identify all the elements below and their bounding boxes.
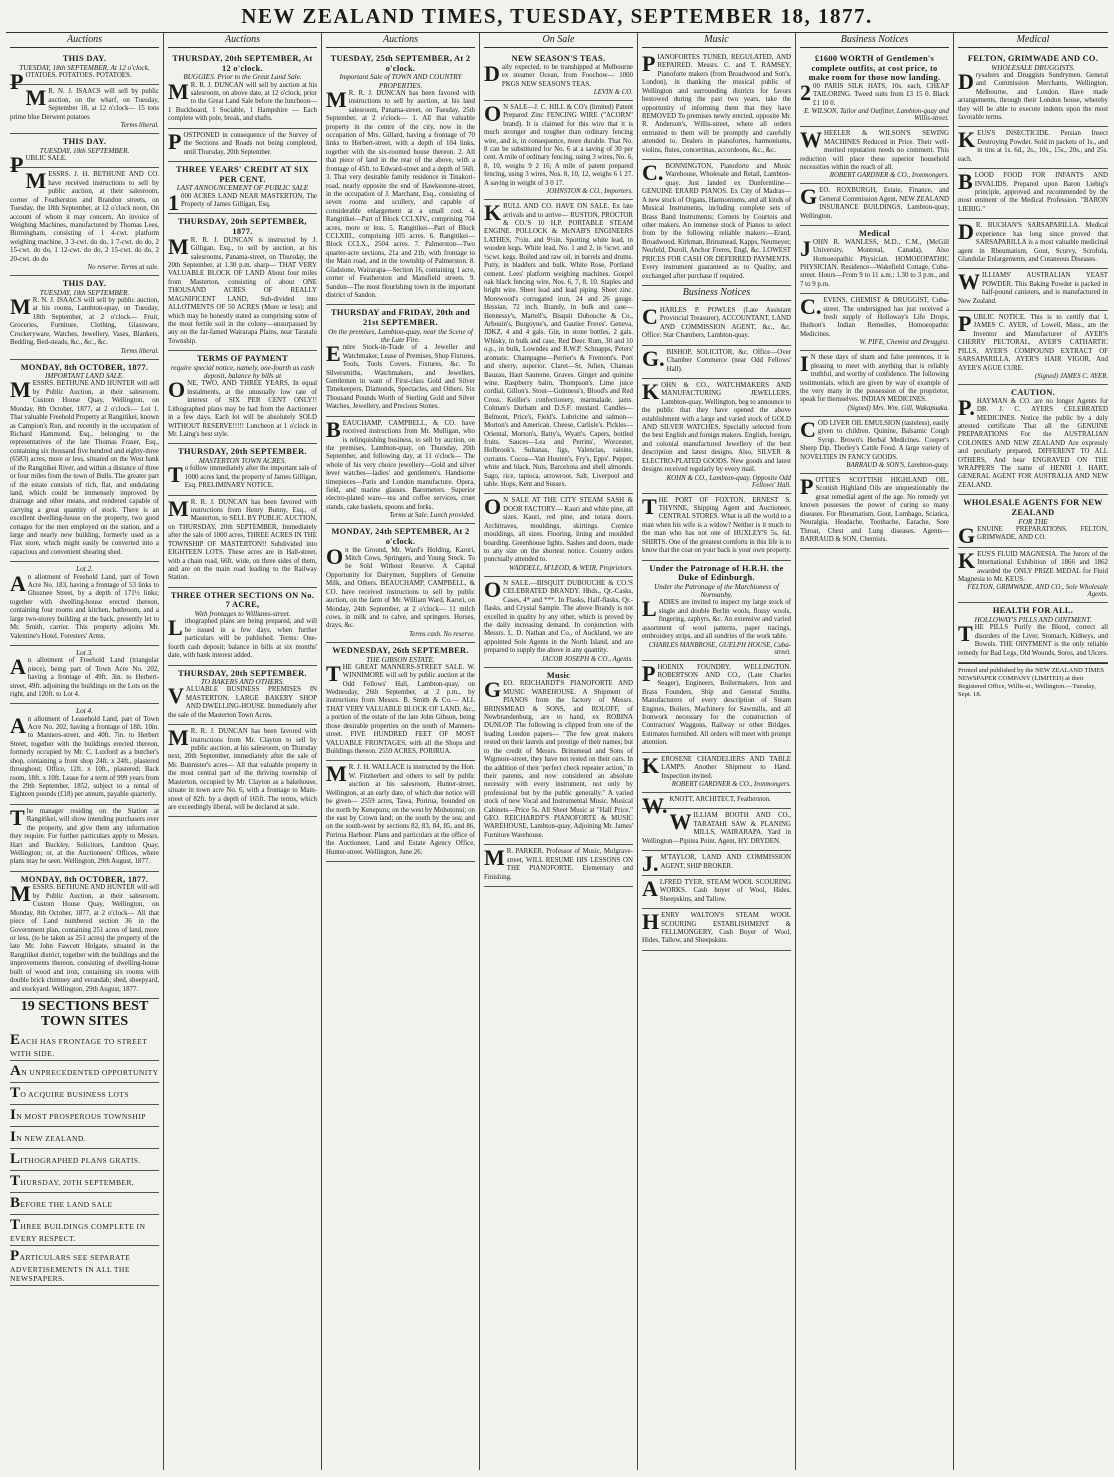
- advertisement: [484, 845, 633, 887]
- advertisement: [642, 51, 791, 160]
- ad-subtitle: BUGGIES. Prior to the Great Land Sale.: [183, 73, 302, 82]
- ad-body: MESSRS. BETHUNE AND HUNTER will sell by Public Auction, at their salesroom, Custom House Quay, Wellington, on Monday, 8th October, 1877, at 2 o'clock— Lot 1. That valuable Freehold Property at Rangitikei, known as Campion's Run, and recently in the occupation of Richard Hammond, Esq., belonging to the representatives of the late Thomas Fraser, Esq., containing six thousand five hundred and eighty-three (6583) acres, more or less, situated on the West bank of the Rangitikei River, and within a distance of three or four miles from the town of Bulls. The greater part of the estate consists of rich, flat, and undulating land, which could be immensely improved by drainage and other means, and rendered capable of carrying a great quantity of stock. There is an excellent dwelling-house on the property, two good cottages for the men employed on the station, and a large and nearly new building, formerly used as a Flax store, which might easily be converted into a capacious and convenient shearing shed.: [10, 377, 159, 556]
- advertisement: [642, 379, 791, 494]
- ad-title: THURSDAY, 20th SEPTEMBER.: [178, 668, 307, 678]
- column-4: [480, 33, 638, 1470]
- ad-body: JOHN R. WANLESS, M.D., C.M., (McGill University, Montreal, Canada), Also Homoeopathic Physician. HOMOEOPATHIC PHYSICIAN. Residence—Wakefield Cottage, Cuba-street. Hours—From 9 to 11 a.m.; 1.30 to 3 p.m., and 7 to 9 p.m.: [800, 235, 949, 288]
- ad-title: CAUTION.: [1010, 388, 1056, 398]
- advertisement: [642, 753, 791, 793]
- ad-list: [10, 51, 159, 999]
- ad-title: £1600 WORTH of Gentlemen's complete outfits, at cost price, to make room for those now landing.: [808, 54, 941, 83]
- ad-body: MR. R. J. DUNCAN is instructed by J. Gilligan, Esq., to sell by auction, at his salesrooms, Panama-street, on Thursday, the 20th September, at 1.30 p.m. sharp— THAT VERY VALUABLE BLOCK OF LAND About four miles from Masterton, consisting of about ONE THOUSAND ACRES OF REALLY MAGNIFICENT LAND, Sub-divided into ALLOTMENTS OF 50 ACRES (More or less); and which may be honestly stated as comprising some of the most fertile soil in the colony—unsurpassed by any on the far-famed Wairarapa Plains, near Taratahi Township.: [168, 233, 317, 345]
- ad-body: PUBLIC NOTICE. This is to certify that I, JAMES C. AYER, of Lowell, Mass., am the Inventor and Manufacturer of AYER'S CHERRY PECTORAL, AYER'S CATHARTIC PILLS, AYER'S COMPOUND EXTRACT OF SARSAPARILLA, AYER'S HAIR VIGOR, And AYER'S AGUE CURE.: [958, 311, 1108, 372]
- advertisement: [800, 351, 949, 417]
- ad-signature: JOHNSTON & CO., Importers.: [546, 188, 633, 196]
- ad-list-2: [642, 304, 791, 951]
- advertisement: [642, 851, 791, 876]
- advertisement: [958, 385, 1108, 495]
- ad-signature: BARRAUD & SON'S, Lambton-quay.: [846, 461, 949, 469]
- advertisement: [10, 805, 159, 872]
- advertisement: [168, 214, 317, 351]
- ad-body: COD LIVER OIL EMULSION (tasteless), easily given to children. Quinine, Balsamic Cough Syrup. Brown's Herbal Medicines. Cooper's Sheep Dip. Thorley's Cattle Food. A large variety of NOVELTIES IN FANCY GOODS.: [800, 416, 949, 461]
- ad-body: MR. R. J. DUNCAN will sell by auction at his salesroom, on above date, at 12 o'clock, prior to the Great Land Sale before the luncheon— 1 Buckboard, 1 Sociable, 1 Hampshire — Each complete with pole, break, and shafts.: [168, 78, 317, 123]
- ad-body: PUBLIC SALE.: [10, 151, 67, 177]
- advertisement: [326, 51, 475, 305]
- ad-title: WEDNESDAY, 26th SEPTEMBER.: [332, 645, 469, 655]
- ad-signature: LEVIN & CO.: [593, 88, 633, 96]
- ad-body: Daily expected, to be transhipped at Melbourne ex steamer Ocean, from Foochow— 1000 PKGS NEW SEASON'S TEAS.: [484, 60, 633, 88]
- ad-title: THREE YEARS' CREDIT AT SIX PER CENT.: [176, 164, 309, 184]
- ad-subtitle: THE GIBSON ESTATE.: [366, 655, 435, 664]
- section-heading: Business Notices: [642, 286, 791, 301]
- ad-subtitle: TUESDAY, 18th SEPTEMBER.: [39, 288, 130, 297]
- advertisement: [800, 474, 949, 549]
- ad-title: THURSDAY and FRIDAY, 20th and 21st SEPTEMBER.: [331, 308, 470, 328]
- advertisement: [958, 311, 1108, 385]
- advertisement: [10, 872, 159, 999]
- advertisement: [642, 160, 791, 286]
- column-heading: Medical: [958, 33, 1108, 48]
- advertisement: [642, 792, 791, 818]
- ad-body: 200 PARIS SILK HATS, 10s. each, CHEAP TAILORING. Tweed suits from £3 15 0. Black £1 10 0.: [800, 79, 949, 107]
- columns-container: [6, 33, 1108, 1470]
- advertisement: [168, 725, 317, 817]
- ad-subtitle: Under the Patronage of the Marchioness of Normanby.: [654, 582, 779, 600]
- ad-body: MR. R. J. DUNCAN has been favored with instructions to sell by auction, at his land salesroom, Panama-street, on Tuesday, 25th September, at 2 o'clock— 1. All that valuable property in the centre of the city, now in the occupation of Mrs. Gillard, having a frontage of 70 links to Herbert-street, with a depth of 104 links, together with the six-roomed house thereon. 2. All that piece of land in the rear of the above, with a frontage of 45ft. to Edward-street and a depth of 56ft. 3. That very desirable family residence in Tinakori-road, nearly opposite the end of Hawkestone-street, in the occupation of J. Marchant, Esq., consisting of seven rooms and scullery, and capable of considerable enlargement at a small cost. 4. Rangitikei—Part of Block CCLXIV., comprising 704 acres, more or less. 5. Rangitikei—Part of Block CCLXIII., comprising 105 acres. 6. Rangitikei—Block CCLX., 2504 acres. 7. Palmerston—Two quarter-acre sections, 21a and 21b, with frontage to the Main road, and in the township of Palmerston. 8. Gladstone, Wairarapa—Section 16, containing 1 acre, corner of Featherston and Mansfield streets. 9. Sandon—The most flourishing town in the important district of Sandon.: [326, 86, 475, 299]
- ad-subtitle: Lot 2.: [76, 565, 93, 574]
- ad-title: THIS DAY.: [62, 137, 107, 147]
- ad-title: MONDAY, 8th OCTOBER, 1877.: [20, 874, 149, 884]
- ad-subtitle: With frontages to Williams-street.: [194, 610, 291, 619]
- ad-body: ALFRED TYER, STEAM WOOL SCOURING WORKS. Cash buyer of Wool, Hides, Sheepskins, and Tallow.: [642, 875, 791, 903]
- ad-title: Music: [546, 670, 571, 680]
- ad-body: BEAUCHAMP, CAMPBELL, & CO. have received instructions from Mr. Mulligan, who is relinquishing business, to sell by auction, on the premises, Lambton-quay, on Thursday, 20th September, and following day, at 11 o'clock— The whole of his very choice jewellery—Gold and silver lever watches—ladies' and gentlemen's. Handsome timepieces—Paris and London manufacture. Opera, field, and marine glasses. Barometers. Superior electro-plated ware—tea and coffee services, cruet stands, cake baskets, spoons and forks.: [326, 416, 475, 511]
- caps-list: [10, 1030, 159, 1286]
- ad-body: 1000 ACRES LAND NEAR MASTERTON, The Property of James Gilligan, Esq.: [168, 189, 317, 215]
- ad-subtitle: MASTERTON TOWN ACRES.: [198, 457, 287, 466]
- ad-body: WILLIAMS' AUSTRALIAN YEAST POWDER. This Baking Powder is packed in half-pound canisters, and is manufactured in New Zealand.: [958, 269, 1108, 305]
- ad-signature: W. PIFE, Chemist and Druggist.: [859, 339, 949, 347]
- caps-line: THURSDAY, 20TH SEPTEMBER,: [10, 1171, 159, 1193]
- ad-list: [484, 51, 633, 887]
- ad-title: Medical: [859, 229, 890, 239]
- caps-line: TO ACQUIRE BUSINESS LOTS: [10, 1083, 159, 1105]
- ad-title: Under the Patronage of H.R.H. the Duke of Edinburgh.: [649, 563, 784, 583]
- advertisement: [642, 661, 791, 753]
- ad-list: [642, 51, 791, 286]
- ad-body: MR. N. J. ISAACS will sell by public auction, at his rooms, Lambton-quay, on Tuesday, 18th September, at 2 o'clock— Fruit, Groceries, Furniture, Clothing, Glassware, Crockeryware, Watches, Jewellery, Vases, Blankets, Bedding, Bed-steads, &c., &c., &c.: [10, 293, 159, 347]
- ad-signature: FELTON, GRIMWADE, AND CO., Sole Wholesale Agents.: [967, 584, 1108, 599]
- ad-body: C.BONNINGTON, Pianoforte and Music Warehouse, Wholesale and Retail, Lambton-quay. Just landed ex Dunfermline— GENUINE ERARD PIANOS. Ex City of Madras— A new stock of Organs, Harmoniums, and all kinds of Musical Instruments, including complete sets of Brass Band Instruments; Cornets by Courtois and other makers. An immense stock of Pianos to select from by the following reliable makers:—Erard, Broadwood, Kirkman, Brinsmead, Kapps, Neumeyer, Neufeld, Duroll, Anchor Freres, Engl, &c. LOWEST PRICES FOR CASH OR DEFERRED PAYMENTS. Every instrument guaranteed as to Quality, and exchanged after purchase if required.: [642, 160, 791, 280]
- ad-body: IN these days of sham and false pretences, it is pleasing to meet with anything that is reliably truthful, and worthy of confidence. The following testimonials, which are given by way of example of the very many in the possession of the proprietor, speak for themselves. INDIAN MEDICINES.: [800, 351, 949, 404]
- printer-imprint: Printed and published by the NEW ZEALAND TIMES NEWSPAPER COMPANY (LIMITED) at their Registered Office, Willis-st., Wellington.—Tuesday, Sept. 18.: [958, 663, 1108, 699]
- ad-body: KEUS'S INSECTICIDE. Persian Insect Destroying Powder. Sold in packets of 1s., and in tins at 1s. 6d., 2s., 10s., 15s., 20s., and 25s. each.: [958, 127, 1108, 163]
- advertisement: [168, 588, 317, 666]
- advertisement: [10, 360, 159, 563]
- caps-line: EACH HAS FRONTAGE TO STREET WITH SIDE.: [10, 1030, 159, 1061]
- ad-body: Lithographed plans are being prepared, and will be issued in a few days, when further particulars will be published. Terms: One-fourth cash deposit; balance in bills at six months' date, with bank interest added.: [168, 615, 317, 660]
- caps-line: THREE BUILDINGS COMPLETE IN EVERY RESPECT.: [10, 1215, 159, 1246]
- advertisement: [800, 127, 949, 184]
- advertisement: [642, 304, 791, 346]
- ad-title: FELTON, GRIMWADE AND CO.: [967, 54, 1099, 63]
- ad-signature: Terms cash. No reserve.: [409, 630, 475, 638]
- advertisement: [800, 226, 949, 294]
- ad-subtitle: Lot 3.: [76, 648, 93, 657]
- ad-title: NEW SEASON'S TEAS.: [511, 54, 606, 63]
- ad-subtitle: TUESDAY, 18th SEPTEMBER, At 12 o'clock.: [19, 63, 150, 72]
- ad-signature: No reserve. Terms at sale.: [87, 264, 159, 272]
- advertisement: [10, 704, 159, 805]
- ad-subtitle: TUESDAY, 18th SEPTEMBER.: [39, 146, 130, 155]
- ad-body: WHEELER & WILSON'S SEWING MACHINES Reduced in Price. Their well-merited reputation needs no comment. This reduction will place these superior household necessities within the reach of all.: [800, 127, 949, 171]
- caps-line: AN UNPRECEDENTED OPPORTUNITY: [10, 1061, 159, 1083]
- advertisement: [958, 219, 1108, 269]
- ad-list: [168, 51, 317, 817]
- column-heading: Business Notices: [800, 33, 949, 48]
- ad-subtitle: On the premises, Lambton-quay, near the Scene of the Late Fire.: [328, 327, 473, 345]
- ad-body: KEROSENE CHANDELIERS AND TABLE LAMPS. Another Shipment to Hand. Inspection invited.: [642, 752, 791, 780]
- ad-body: KRULL AND CO. HAVE ON SALE. Ex late arrivals and to arrive— RUSTON, PROCTOR & CO.'S 10 H.P. PORTABLE STEAM ENGINE. POLLOCK & McNAB'S ENGINEERS LATHES, 7½in. and 9½in. Sporting white lead, in wooden kegs. White lead, No. 1 and 2, in ¼cwt. and ½cwt. kegs. Boiled and raw oil, in barrels and drums. Putty, in bladders and bulk. White Rose, Portland cement. Lees' platform weighing machines. Gospel oak black fencing wire, Nos. 6, 7, 8, 10. Staples and bright wire. Sheet lead and lead piping. Sheet zinc. Morewood's corrugated iron, 24 and 26 gauge. Hessian, 72 inch. Brandy, in bulk and case—Hennessy's, Martell's, Bisquit Dubouche & Co., Arbouin's, Burgoyne's, and Gautier Freres'. Geneva, JDKZ, 4 and 4 gals. Gin, in stone bottles, 2 gals. Whisky, in bulk and case, Red Deer. Rum, 30 and 10 o.p., in bulk, Lowndes and R.W.P. Schnapps, Peters' aromatic. Champagne—Perrier's & Fremont's. Port and sherry, superior. Claret—St. Julien, Chateau Bauzau, Haut Sauterne, Graves. Ginger and quinine wine. Raspberry balm, Thompson's. Lime juice cordial, Gillon's. Stout—Guinness's, Blood's and Red Cross. Keiller's confectionery, marmalade, jams. Colman's Durham and D.S.F. mustard. Candles—Belmont, Price's, Field's. Lubricine and salmon—Morton's and American. Cheese, Carlisle's. Pickles—Oriental, Morton's, Batty's, Wyatt's. Capers, bottled fruits. Sauces—Lea and Perrins', Worcester, Holbrook's. Sultanas, figs, Valencias, raisins, currants. Cocoa—Van Houten's, Fry's, Epps'. Pepper, white and black. Nuts, Barcelona and shell almonds. Sago, rice, tapioca, arrowroot. Salt, Liverpool and table. Hops, Kent and Sussex.: [484, 200, 633, 489]
- ad-subtitle: Important Sale of TOWN AND COUNTRY PROPERTIES.: [339, 73, 462, 90]
- ad-title: THIS DAY.: [62, 279, 107, 289]
- ad-body: BLOOD FOOD FOR INFANTS AND INVALIDS. Prepared upon Baron Liebig's principle, approved and recommended by the most eminent of the Medical Profession. "BARON LIEBIG.": [958, 169, 1108, 213]
- ad-title: TERMS OF PAYMENT: [196, 354, 289, 364]
- ad-signature: WADDELL, M'LEOD, & WEIR, Proprietors.: [509, 564, 633, 572]
- ad-body: PIANOFORTES TUNED, REGULATED, AND REPAIRED. Messrs. C. and T. RAMSEY, Pianoforte makers (from Broadwood and Son's, London), in thanking the musical public of Wellington and surrounding districts for favors bestowed during the past two years, take the opportunity of informing them that they have REMOVED To premises newly erected, opposite Mr. R. Anderson's, Willis-street, where all orders entrusted to them will be promptly and carefully attended to. Dealers in pianofortes, harmoniums, violins, flutes, concertinas, accordeons, &c., &c.: [642, 51, 791, 154]
- advertisement: [10, 276, 159, 359]
- ad-body: C.EVENS, CHEMIST & DRUGGIST, Cuba-street. The undersigned has just received a fresh supply of Holloway's Life Drops, Hudson's Indian Remedies, Homoeopathic Medicines.: [800, 294, 949, 338]
- ad-body: ON SALE.—BISQUIT DUBOUCHE & CO.'S CELEBRATED BRANDY. Hhds., Qr.-Casks, Cases, 4* and ***. In Flasks, Half-flasks, Qr.-flasks, and Crystal Sample. The above Brandy is not excelled in quality by any other, which is proved by the daily increasing demand. In conjunction with Messrs. L. D. Nathan and Co., of Auckland, we are appointed Sole Agents in the North Island, and are prepared to supply the above in any quantity.: [484, 576, 633, 655]
- ad-list: [326, 51, 475, 862]
- ad-body: THE PILLS Purify the Blood, correct all disorders of the Liver, Stomach, Kidneys, and Bowels. THE OINTMENT is the only reliable remedy for Bad Legs, Old Wounds, Sores, and Ulcers.: [958, 621, 1108, 657]
- ad-signature: Terms liberal.: [120, 347, 159, 355]
- advertisement: [642, 494, 791, 561]
- ad-body: G.BISHOP, SOLICITOR, &c. Office—Over Chamber Commerce (near Odd Fellows' Hall).: [642, 345, 791, 373]
- advertisement: [10, 134, 159, 177]
- ad-body: DR. BUCHAN'S SARSAPARILLA. Medical experience has long since proved that SARSAPARILLA is a most valuable medicinal agent in Rheumatism, Gout, Scurvy, Scrofula, Glandular Enlargements, and Cutaneous Diseases.: [958, 219, 1108, 263]
- advertisement: [484, 577, 633, 668]
- advertisement: [642, 876, 791, 909]
- advertisement: [958, 548, 1108, 604]
- ad-list: [800, 51, 949, 549]
- column-5: [638, 33, 796, 1470]
- ad-body: VALUABLE BUSINESS PREMISES IN MASTERTON. LARGE BAKERY SHOP AND DWELLING-HOUSE. Immediately after the sale of the Masterton Town Acres.: [168, 683, 317, 719]
- advertisement: [958, 495, 1108, 547]
- advertisement: [484, 101, 633, 200]
- ad-body: ONE, TWO, AND THREE YEARS, In equal instalments, at the unusually low rate of interest of SIX PER CENT ONLY!! Lithographed plans may be had from the Auctioneer in a few days. Each lot will be absolutely SOLD WITHOUT RESERVE!!!!! Luncheon at 1 o'clock in Mr. Laing's best style.: [168, 377, 317, 438]
- ad-signature: (Signed) Mrs. Wm. Gill, Wakapuaka.: [847, 404, 949, 412]
- advertisement: [168, 162, 317, 214]
- advertisement: [10, 646, 159, 704]
- ad-signature: KOHN & CO., Lambton-quay, Opposite Odd Fellows' Hall.: [666, 474, 791, 489]
- advertisement: [800, 51, 949, 127]
- sections-headline: 19 SECTIONS BEST TOWN SITES: [20, 998, 149, 1030]
- advertisement: [326, 524, 475, 643]
- ad-signature: Terms liberal.: [120, 122, 159, 130]
- ad-subtitle: LAST ANNOUNCEMENT OF PUBLIC SALE: [176, 184, 309, 193]
- ad-body: CHARLES P. POWLES (Late Assistant Provincial Treasurer), ACCOUNTANT, LAND AND COMMISSION AGENT, &c., &c. Office: Star Chambers, Lambton-quay.: [642, 303, 791, 340]
- advertisement: [326, 417, 475, 525]
- ad-body: An allotment of Freehold Land, part of Town Acre No. 183, having a frontage of 53 links to Ghuznee Street, by a depth of 171½ links; together with dwelling-house erected thereon, containing four rooms and kitchen, bathroom, and a large two-storey building at the back, presently let to Mr. Smith, carrier. This property adjoins Mr. Valentine's Hotel, Foresters' Arms.: [10, 570, 159, 640]
- caps-line: LITHOGRAPHED PLANS GRATIS.: [10, 1149, 159, 1171]
- column-heading: Auctions: [326, 33, 475, 48]
- ad-body: MR. N. J. ISAACS will sell by public auction, on the wharf, on Tuesday, September 18, at 12 o'clock— 15 tons prime blue Derwent potatoes: [10, 85, 159, 121]
- ad-body: MR. J. H. WALLACE is instructed by the Hon. W. Fitzherbert and others to sell by public auction at his salesroom, Hunter-street, Wellington, at an early date, of which due notice will be given— 2559 acres, Tawa, Porirua, bounded on the north by Kenepuru; on the west by Mohotonui; on the east by Crown land; on the south by the sea; and on the south-west by sections 82, 83, 84, 85, and 86, Porirua Harbour. Plans and particulars at the office of the Auctioneer, Land and Estate Agency Office, Hunter-street. Wellington, June 26.: [326, 761, 475, 856]
- ad-title: THURSDAY, 20th SEPTEMBER.: [178, 447, 307, 457]
- ad-body: On the Ground, Mr. Ward's Holding, Karori, Mitch Cows, Springers, and Young Stock. To be Sold Without Reserve. A Capital Opportunity for Dairymen, Suppliers of Genuine Milk, and Others. BEAUCHAMP, CAMPBELL, & CO. have received instructions to sell by public auction, on the farm of Mr. William Ward, Karori, on Monday, 24th September, at 2 o'clock— 11 milch cows, in milk and to calve, and springers. Horses, drays, &c.: [326, 543, 475, 630]
- column-heading: On Sale: [484, 33, 633, 48]
- advertisement: [800, 294, 949, 351]
- newspaper-title: NEW ZEALAND TIMES, TUESDAY, SEPTEMBER 18, 1877.: [241, 3, 873, 28]
- ad-title: THURSDAY, 20th SEPTEMBER, 1877.: [178, 217, 307, 237]
- ad-subtitle: Lot 4.: [76, 707, 93, 716]
- column-heading: Auctions: [10, 33, 159, 48]
- ad-body: The manager residing on the Station at Rangitikei, will show intending purchasers over the property, and give them any information they require. For further particulars apply to Messrs. Hart and Buckley, Solicitors, Lambton Quay, Wellington; or, at the Auctioneers' Offices, where plans may be seen. Wellington, 29th August, 1877.: [10, 804, 159, 866]
- advertisement: [484, 51, 633, 101]
- advertisement: [484, 668, 633, 846]
- advertisement: [800, 417, 949, 474]
- masthead: [6, 0, 1108, 33]
- column-heading: Auctions: [168, 33, 317, 48]
- advertisement: [10, 168, 159, 276]
- column-1: [6, 33, 164, 1470]
- ad-signature: ROBERT GARDNER & CO., Ironmongers.: [829, 172, 949, 180]
- advertisement: [958, 51, 1108, 127]
- advertisement: [958, 169, 1108, 219]
- advertisement: [10, 562, 159, 646]
- ad-body: An allotment of Leasehold Land, part of Town Acre No. 202, having a frontage of 18ft. 10in. to Manners-street, and 40ft. 7in. to Herbert Street, together with the buildings erected thereon, formerly occupied by Mr. C. Luxford as a butcher's shop, containing a front shop 24ft. x 24ft., plastered throughout; Office, 12ft. x 10ft., plastered; Back room, 18ft. x 10ft. Lease for a term of 999 years from the 29th September, 1852, subject to a rental of Eighteen pounds (£18) per annum, payable quarterly.: [10, 712, 159, 799]
- caps-line: BEFORE THE LAND SALE: [10, 1193, 159, 1215]
- ad-subtitle: WHOLESALE DRUGGISTS.: [991, 63, 1075, 72]
- column-2: [164, 33, 322, 1470]
- ad-body: P.HAYMAN & CO. are no longer Agents for DR. J. C. AYERS CELEBRATED MEDICINES. Notice the public by a duly attested certificate That all the GENUINE PREPARATIONS For the AUSTRALIAN COLONIES AND NEW ZEALAND Are expressly and peculiarly prepared, DIFFERENT TO ALL OTHERS, And bear ENGRAVED ON THE WRAPPERS The name of HENRI J. HART, GENERAL AGENT FOR AUSTRALIA AND NEW ZEALAND.: [958, 394, 1108, 489]
- ad-title: HEALTH FOR ALL.: [992, 606, 1074, 616]
- advertisement: [10, 51, 159, 94]
- column-7: [954, 33, 1108, 1470]
- advertisement: [326, 761, 475, 862]
- ad-body: WILLIAM BOOTH AND CO., TARATAHI SAW & PLANING MILLS, WAIRARAPA. Yard in Wellington—Pipitea Point. Agent, HY. DRYDEN.: [642, 809, 791, 845]
- advertisement: [168, 51, 317, 129]
- ad-body: MESSRS. BETHUNE AND HUNTER will sell by Public Auction, at their salesroom, Custom House Quay, Wellington, on Monday, 8th October, 1877, at 2 o'clock— All that piece of Land numbered section 36 in the Government plan, containing 251 acres of land, more or less, (to be taken as 251 acres) the property of the late Mr. John Fawcett Holgate, situated in the Rangitikei district, together with the buildings and the improvements thereon, consisting of dwelling-house built of wood and iron, containing six rooms with double brick chimney and verandah; shed, sheepyard, and stockyard. Wellington, 29th August, 1877.: [10, 881, 159, 993]
- ad-title: MONDAY, 24th SEPTEMBER, At 2 o'clock.: [331, 527, 470, 546]
- ad-body: An allotment of Freehold Land (triangular piece), being part of Town Acre No. 202, having a frontage of 49ft. 3in. to Herbert-street, 49ft. adjoining the buildings on the Lots on the right, and 120ft. to Lot 4.: [10, 654, 159, 698]
- advertisement: [642, 561, 791, 661]
- ad-title: THREE OTHER SECTIONS ON No. 7 ACRE,: [170, 590, 315, 610]
- advertisement: [168, 496, 317, 588]
- ad-body: POTTIE'S SCOTTISH HIGHLAND OIL. Scottish Highland Oils are unquestionably the great remedial agent of the age. No remedy yet known possesses the power of curing so many diseases. For Rheumatism, Gout, Lumbago, Sciatica, Neuralgia, Headache, Toothache, Earache, Sore Throat, Chest and Lung diseases. Agents—BARRAUD & SON, Chemists.: [800, 473, 949, 543]
- advertisement: [958, 127, 1108, 169]
- ad-body: Entire Stock-in-Trade of a Jeweller and Watchmaker, Lease of Premises, Shop Fixtures, Tools, Tools Covers, Fixtures, &c. To Silversmiths, Watchmakers, and Jewellers, Gentlemen in want of First-class Gold and Silver Timekeepers, Diamonds, Spectacles, and Others. Six Thousand Pounds Worth of Sterling Gold and Silver Watches, Jewellery, and Precious Stones.: [326, 341, 475, 411]
- ad-title: WHOLESALE AGENTS FOR NEW ZEALAND: [963, 498, 1103, 517]
- ad-body: GENUINE PREPARATIONS. FELTON, GRIMWADE, AND CO.: [958, 522, 1108, 548]
- ad-body: To follow immediately after the important sale of 1000 acres land, the property of James Gilligan, Esq. PRELIMINARY NOTICE.: [168, 462, 317, 490]
- ad-title: THIS DAY.: [62, 54, 107, 63]
- ad-body: J.M'TAYLOR, LAND AND COMMISSION AGENT, SHIP BROKER.: [642, 851, 791, 877]
- ad-body: Drysalters and Druggists Sundrymen. General and Commission Merchants, Wellington, Melbourne, and London. Have made arrangements, through their London house, whereby they will be able to execute indents upon the most favorable terms.: [958, 68, 1108, 122]
- advertisement: [168, 129, 317, 162]
- advertisement: [484, 494, 633, 576]
- advertisement: [168, 444, 317, 495]
- column-heading: Music: [642, 33, 791, 48]
- advertisement: [642, 346, 791, 379]
- ad-body: LADIES are invited to inspect my large stock of single and double Berlin wools, flossy wools, fingering, zaphyrs, &c. An extensive and varied assortment of wool patterns, paper tracings, embroidery strips, and all sundries of the work table.: [642, 596, 791, 641]
- advertisement: [484, 200, 633, 494]
- ad-subtitle: FOR THE: [1018, 517, 1048, 526]
- ad-signature: E. WILSON, Tailor and Outfitter, Lambton-quay and Willis-street.: [803, 108, 949, 123]
- ad-signature: ROBERT GARDNER & CO., Ironmongers.: [671, 780, 791, 788]
- ad-body: KOHN & CO., WATCHMAKERS AND MANUFACTURING JEWELLERS, Lambton-quay, Wellington, beg to announce to the public that they have opened the above establishment with a large and varied stock of GOLD AND SILVER WATCHES, Specially selected from the best English and foreign makers. English, foreign, and colonial manufactured Jewellery of the best description and latest designs. Also, SILVER & ELECTRO-PLATED GOODS. New goods and latest designs received regularly by every mail.: [642, 378, 791, 474]
- ad-body: W.KNOTT, ARCHITECT, Featherston.: [642, 792, 771, 818]
- caps-line: PARTICULARS SEE SEPARATE ADVERTISEMENTS IN ALL THE NEWSPAPERS.: [10, 1246, 159, 1286]
- advertisement: [10, 85, 159, 134]
- advertisement: [958, 269, 1108, 311]
- ad-signature: Terms at Sale. Lunch provided.: [389, 512, 475, 520]
- advertisement: [326, 643, 475, 762]
- ad-signature: (Signed) JAMES C. AYER.: [1034, 373, 1108, 381]
- advertisement: [168, 351, 317, 444]
- advertisement: [958, 603, 1108, 663]
- ad-body: MESSRS. J. H. BETHUNE AND CO. have received instructions to sell by public auction, at their salesroom, corner of Featherston and Brandon streets, on Tuesday, the 18th September, at 12 o'clock noon, On account of whom it may concern, An invoice of Weighing Machines, manufactured by Thomas Lees, Birmingham, consisting of 1 4-cwt. platform weighing machine, 3 3-cwt. do do, 1 7-cwt. do do, 2 15-cwt. do do, 1 12-cwt. do do, 2 15-cwt. do do, 2 20-cwt. do do: [10, 168, 159, 263]
- ad-subtitle: HOLLOWAY'S PILLS AND OINTMENT.: [974, 616, 1092, 625]
- caps-line: IN MOST PROSPEROUS TOWNSHIP: [10, 1105, 159, 1127]
- ad-body: MR. R. J. DUNCAN has been favored with instructions from Henry Bunny, Esq., of Masterton, to SELL BY PUBLIC AUCTION, on THURSDAY, 20th SEPTEMBER, Immediately after the sale of 1000 acres, THREE ACRES IN THE TOWNSHIP OF MASTERTON!! Subdivided into EIGHTEEN LOTS. These acres are in Hall-street, with a chain road, 66ft. wide, on three sides of them, and are on the main road leading to the Railway Station.: [168, 495, 317, 582]
- ad-body: HENRY WALTON'S STEAM WOOL SCOURING ESTABLISHMENT & FELLMONGERY, Cash Buyer of Wool, Hides, Tallow, and Sheepskins.: [642, 909, 791, 945]
- ad-body: GEO. ROXBURGH, Estate, Finance, and General Commission Agent, NEW ZEALAND INSURANCE BUILDINGS, Lambton-quay, Wellington.: [800, 184, 949, 220]
- advertisement: [642, 909, 791, 951]
- ad-body: MR. R. J. DUNCAN has been favored with instructions from Mr. Clayton to sell by public auction, at his salesroom, on Thursday next, 20th September, immediately after the sale of Mr. Bunnister's acres— All that valuable property in the most central part of the thriving township of Masterton, occupied by Mr. Clayton as a bakehouse, situate in town acre No. 6, with a frontage to Main-street of 82ft. by a depth of 165ft. The terms, which are exceedingly liberal, will be declared at sale.: [168, 725, 317, 811]
- ad-signature: CHARLES MANBROSE, GUELPH HOUSE, Cuba-street.: [648, 641, 791, 656]
- advertisement: [168, 666, 317, 726]
- ad-body: THE PORT OF FOXTON. ERNEST S. THYNNE, Shipping Agent and Auctioneer, CENTRAL STORES. What is all the world to a man when his wife is a widow? Neither is it much to the man who has not one of HUXLEY'S 5s. 6d. SHIRTS. One of the greatest comforts in this life is to know that the coat on your back is your own property.: [642, 493, 792, 555]
- column-3: [322, 33, 480, 1470]
- ad-body: THE GREAT MANNERS-STREET SALE. W. WINNIMORE will sell by public auction at the Odd Fellows' Hall, Lambton-quay, on Wednesday, 26th September, at 2 p.m., by instructions from Messrs. B. Smith & Co.— ALL THAT VERY VALUABLE BLOCK OF LAND, &c., a portion of the estate of the late John Gibson, being those desirable properties on the south of Manners-street. FIVE HUNDRED FEET OF MOST VALUABLE FRONTAGES, with all the Shops and Buildings thereon. 2559 ACRES, PORIRUA.: [326, 660, 475, 755]
- column-6: [796, 33, 954, 1470]
- ad-title: THURSDAY, 20th SEPTEMBER, At 12 o'clock.: [172, 54, 313, 73]
- ad-body: MR. PARKER, Professor of Music, Mulgrave-street, WILL RESUME HIS LESSONS ON THE PIANOFORTE. Elementary and Finishing.: [484, 845, 633, 881]
- ad-body: KEUS'S FLUID MAGNESIA. The Jurors of the International Exhibition of 1866 and 1862 awarded the ONLY PRIZE MEDAL for Fluid Magnesia to Mr. KEUS.: [958, 547, 1108, 584]
- ad-body: POSTPONED in consequence of the Survey of the Sections and Roads not being completed, until Thursday, 20th September.: [168, 128, 317, 156]
- caps-line: IN NEW ZEALAND.: [10, 1127, 159, 1149]
- ad-body: PHOENIX FOUNDRY, WELLINGTON. ROBERTSON AND CO., (Late Charles Seager), Engineers, Boilermakers, Iron and Brass Founders, Ship and General Smiths. Manufacturers of every description of Steam Engines, Boilers, Machinery for Sawmills, and all Ironwork necessary for the construction of Contractors' Waggons, Railway or other Bridges. Estimates furnished. All orders will meet with prompt attention.: [642, 660, 791, 747]
- ad-subtitle: require special notice, namely, one-fourth as cash deposit, balance by bills at: [170, 363, 315, 381]
- ad-subtitle: TO BAKERS AND OTHERS.: [200, 678, 285, 687]
- ad-signature: JACOB JOSEPH & CO., Agents.: [541, 655, 633, 663]
- ad-title: MONDAY, 8th OCTOBER, 1877.: [20, 362, 149, 372]
- ad-body: GEO. REICHARDT'S PIANOFORTE AND MUSIC WAREHOUSE. A Shipment of PIANOS from the factory of Messrs. BRINSMEAD & SONS, and ROLOFF, of Newbrandenburg, are to hand, ex ROBINA DUNLOP. The following is clipped from one of the leading London papers— "The few great makers rested on their laurels and prestige of their names; but to the credit of Messrs. Brinsmead and Sons of Wigmore-street, they have not rested on their oars. In the addition of their 'perfect check repeater action,' in their patents, and now considered an absolute necessity with every instrument, not only by professional but by the public generally." A varied stock of new Vocal and Instrumental Music. Musical Cabinets—Price 5s. All Sheet Music at "Half Price." GEO. REICHARDT'S PIANOFORTE & MUSIC WAREHOUSE, Lambton-quay, Adjoining Mr. James' Furniture Warehouse.: [484, 677, 633, 839]
- ad-subtitle: IMPORTANT LAND SALE.: [44, 372, 124, 381]
- advertisement: [800, 184, 949, 226]
- ad-body: POTATOES. POTATOES. POTATOES.: [10, 68, 132, 94]
- advertisement: [326, 305, 475, 416]
- ad-list: [958, 51, 1108, 663]
- ad-title: TUESDAY, 25th SEPTEMBER, At 2 o'clock.: [330, 54, 471, 73]
- ad-body: ON SALE AT THE CITY STEAM SASH & DOOR FACTORY— Kauri and white pine, all sizes. Kauri, red pine, and totara doors. Architraves, mouldings, skirtings. Cornice mouldings, all sizes. Flooring, lining and moulded boarding. Greenhouse lights. Sashes and doors, made to any size on the shortest notice. Country orders punctually attended to.: [484, 494, 633, 564]
- ad-body: ON SALE—J. C. HILL & CO's (limited) Patent Prepared Zinc FENCING WIRE ("ACORN" brand). It is claimed for this wire that it is much stronger and tougher than ordinary fencing wire, and is, in consequence, more durable. That No. 8 can be substituted for No. 6 at a saving of 30 per cent. A mile of ordinary fencing, using 3 wires, No. 6, 8, 10, weighs 9 2 16; A mile of patent prepared fencing, using 3 wires, Nos. 8, 10, 12, weighs 6 1 27. A saving in weight of 3 0 17.: [484, 100, 633, 187]
